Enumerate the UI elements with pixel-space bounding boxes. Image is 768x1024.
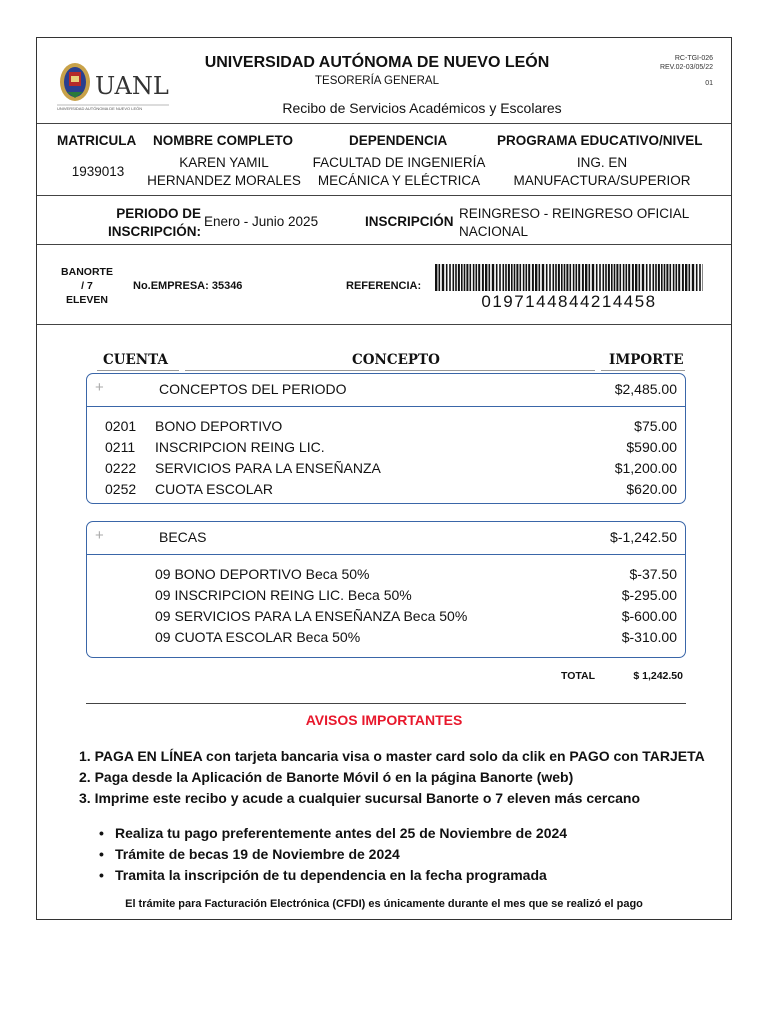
inscripcion-value xyxy=(459,205,719,241)
form-code-id: RC-TGI-026 xyxy=(674,55,713,62)
divider xyxy=(37,324,731,325)
row-code: 0222 xyxy=(105,460,137,476)
periodo-label-line-2: INSCRIPCIÓN: xyxy=(107,224,201,239)
importe-header: IMPORTE xyxy=(609,352,684,368)
conceptos-section xyxy=(86,373,686,504)
university-name: UNIVERSIDAD AUTÓNOMA DE NUEVO LEÓN xyxy=(204,54,550,71)
section-divider xyxy=(87,554,685,555)
divider xyxy=(37,195,731,196)
programa-line-2: MANUFACTURA/SUPERIOR xyxy=(513,173,691,188)
referencia-number: 0197144844214458 xyxy=(481,292,657,311)
row-amount: $-295.00 xyxy=(621,587,677,603)
periodo-label xyxy=(101,205,201,241)
document-title: Recibo de Servicios Académicos y Escolares xyxy=(282,100,562,116)
nombre-value xyxy=(141,154,307,190)
bank-names xyxy=(57,265,117,307)
plus-icon[interactable]: + xyxy=(95,527,104,544)
form-revision: REV.02-03/05/22 xyxy=(659,64,713,71)
row-code: 0201 xyxy=(105,418,137,434)
empresa-number: No.EMPRESA: 35346 xyxy=(133,280,243,292)
divider xyxy=(37,244,731,245)
notice-bullets xyxy=(87,823,567,886)
dependencia-line-1: FACULTAD DE INGENIERÍA xyxy=(312,155,486,170)
row-amount: $1,200.00 xyxy=(614,460,677,476)
bank-line-2: / 7 xyxy=(81,280,93,292)
uanl-logo xyxy=(57,58,175,114)
step-item: 1. PAGA EN LÍNEA con tarjeta bancaria visa o master card solo da clik en PAGO con TARJETA xyxy=(79,748,705,764)
table-row xyxy=(87,481,685,502)
becas-title: BECAS xyxy=(159,529,207,545)
dependencia-line-2: MECÁNICA Y ELÉCTRICA xyxy=(317,173,481,188)
total-label: TOTAL xyxy=(561,670,596,682)
logo-wordmark: UANL xyxy=(95,72,169,100)
bank-line-3: ELEVEN xyxy=(65,294,108,306)
header-underline xyxy=(185,370,595,371)
periodo-value: Enero - Junio 2025 xyxy=(204,214,319,229)
nombre-line-2: HERNANDEZ MORALES xyxy=(147,173,301,188)
table-row xyxy=(87,566,685,587)
becas-section xyxy=(86,521,686,658)
row-amount: $-37.50 xyxy=(629,566,677,582)
table-row xyxy=(87,587,685,608)
logo-caption: UNIVERSIDAD AUTÓNOMA DE NUEVO LEÓN xyxy=(57,106,143,111)
nombre-line-1: KAREN YAMIL xyxy=(179,155,269,170)
header-underline xyxy=(97,370,179,371)
cuenta-header: CUENTA xyxy=(103,352,168,368)
avisos-title: AVISOS IMPORTANTES xyxy=(305,712,463,728)
nombre-header: NOMBRE COMPLETO xyxy=(153,133,294,148)
bank-line-1: BANORTE xyxy=(61,266,113,278)
barcode-icon xyxy=(435,264,703,291)
step-item: 2. Paga desde la Aplicación de Banorte Móvil ó en la página Banorte (web) xyxy=(79,769,574,785)
conceptos-amount: $2,485.00 xyxy=(614,381,677,397)
office-name: TESORERÍA GENERAL xyxy=(315,75,439,87)
form-code xyxy=(660,54,713,72)
row-amount: $75.00 xyxy=(634,418,677,434)
bullet-item: • Trámite de becas 19 de Noviembre de 2024 xyxy=(87,844,567,865)
matricula-value: 1939013 xyxy=(71,164,125,179)
step-item: 3. Imprime este recibo y acude a cualquier sucursal Banorte o 7 eleven más cercano xyxy=(79,790,641,806)
row-desc: 09 INSCRIPCION REING LIC. Beca 50% xyxy=(155,587,412,603)
referencia-label: REFERENCIA: xyxy=(346,280,422,292)
programa-header: PROGRAMA EDUCATIVO/NIVEL xyxy=(497,133,703,148)
cfdi-note: El trámite para Facturación Electrónica (CFDI) es únicamente durante el mes que se realizó el pago xyxy=(125,898,643,910)
table-row xyxy=(87,629,685,650)
section-divider xyxy=(87,406,685,407)
table-row xyxy=(87,608,685,629)
divider xyxy=(86,703,686,704)
inscripcion-label: INSCRIPCIÓN xyxy=(365,214,454,229)
conceptos-title: CONCEPTOS DEL PERIODO xyxy=(159,381,347,397)
inscripcion-line-1: REINGRESO - REINGRESO OFICIAL xyxy=(459,206,690,221)
row-desc: CUOTA ESCOLAR xyxy=(155,481,273,497)
row-code: 0252 xyxy=(105,481,137,497)
programa-line-1: ING. EN xyxy=(576,155,628,170)
row-desc: 09 BONO DEPORTIVO Beca 50% xyxy=(155,566,370,582)
dependencia-header: DEPENDENCIA xyxy=(349,133,448,148)
row-code: 0211 xyxy=(105,439,136,455)
row-amount: $620.00 xyxy=(626,481,677,497)
form-number: 01 xyxy=(705,80,713,87)
payment-steps xyxy=(79,746,705,809)
table-row xyxy=(87,439,685,460)
header-underline xyxy=(601,370,685,371)
row-desc: 09 SERVICIOS PARA LA ENSEÑANZA Beca 50% xyxy=(155,608,468,624)
table-row xyxy=(87,460,685,481)
row-amount: $-600.00 xyxy=(621,608,677,624)
row-desc: SERVICIOS PARA LA ENSEÑANZA xyxy=(155,460,381,476)
bullet-item: • Tramita la inscripción de tu dependencia en la fecha programada xyxy=(87,865,567,886)
row-desc: BONO DEPORTIVO xyxy=(155,418,283,434)
becas-amount: $-1,242.50 xyxy=(610,529,677,545)
row-desc: INSCRIPCION REING LIC. xyxy=(155,439,325,455)
receipt xyxy=(36,37,732,920)
dependencia-value xyxy=(307,154,491,190)
concepto-header: CONCEPTO xyxy=(352,352,440,368)
programa-value xyxy=(495,154,709,190)
periodo-label-line-1: PERIODO DE xyxy=(116,206,201,221)
total-amount: $ 1,242.50 xyxy=(633,670,683,682)
row-amount: $-310.00 xyxy=(621,629,677,645)
matricula-header: MATRICULA xyxy=(57,133,137,148)
row-amount: $590.00 xyxy=(626,439,677,455)
table-row xyxy=(87,418,685,439)
divider xyxy=(37,123,731,124)
plus-icon[interactable]: + xyxy=(95,379,104,396)
row-desc: 09 CUOTA ESCOLAR Beca 50% xyxy=(155,629,361,645)
inscripcion-line-2: NACIONAL xyxy=(459,224,529,239)
bullet-item: • Realiza tu pago preferentemente antes del 25 de Noviembre de 2024 xyxy=(87,823,567,844)
